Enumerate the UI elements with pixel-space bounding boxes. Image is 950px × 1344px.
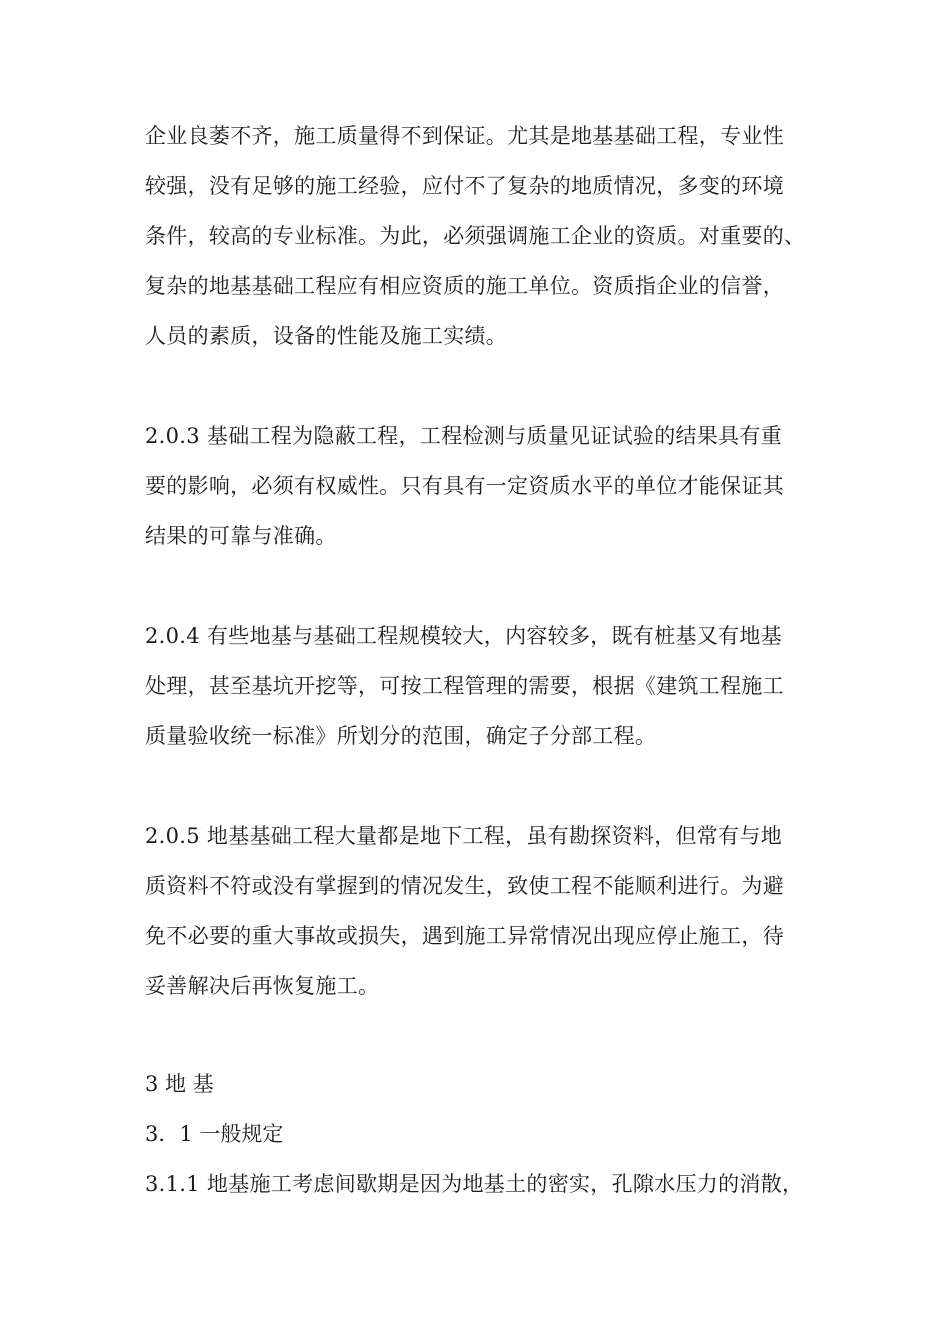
text-line: 2.0.4 有些地基与基础工程规模较大，内容较多，既有桩基又有地基 (145, 624, 783, 648)
text-line: 质资料不符或没有掌握到的情况发生，致使工程不能顺利进行。为避 (145, 874, 784, 898)
text-line: 2.0.3 基础工程为隐蔽工程，工程检测与质量见证试验的结果具有重 (145, 424, 783, 448)
text-line: 处理，甚至基坑开挖等，可按工程管理的需要，根据《建筑工程施工 (145, 674, 784, 698)
text-line: 人员的素质，设备的性能及施工实绩。 (145, 324, 508, 348)
text-line: 复杂的地基基础工程应有相应资质的施工单位。资质指企业的信誉， (145, 274, 784, 298)
text-line: 3.1.1 地基施工考虑间歇期是因为地基土的密实，孔隙水压力的消散， (145, 1172, 804, 1196)
text-line: 要的影响，必须有权威性。只有具有一定资质水平的单位才能保证其 (145, 474, 784, 498)
text-line: 妥善解决后再恢复施工。 (145, 974, 380, 998)
text-line: 条件，较高的专业标准。为此，必须强调施工企业的资质。对重要的、 (145, 224, 806, 248)
chapter-heading: 3 地 基 (145, 1072, 214, 1096)
text-line: 较强，没有足够的施工经验，应付不了复杂的地质情况，多变的环境 (145, 174, 784, 198)
text-line: 结果的可靠与准确。 (145, 524, 337, 548)
text-line: 免不必要的重大事故或损失，遇到施工异常情况出现应停止施工，待 (145, 924, 784, 948)
text-line: 质量验收统一标准》所划分的范围，确定子分部工程。 (145, 724, 657, 748)
text-line: 企业良萎不齐，施工质量得不到保证。尤其是地基基础工程，专业性 (145, 124, 784, 148)
text-line: 2.0.5 地基基础工程大量都是地下工程，虽有勘探资料，但常有与地 (145, 824, 783, 848)
section-heading: 3．1 一般规定 (145, 1122, 284, 1146)
